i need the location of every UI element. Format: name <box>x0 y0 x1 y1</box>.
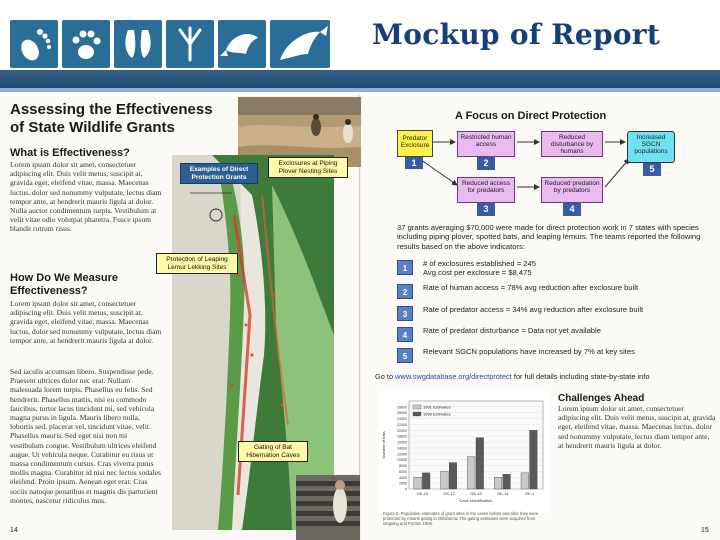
goto-prefix: Go to <box>375 372 396 381</box>
y-tick-label: 24000 <box>397 417 407 422</box>
y-axis-label: Number of bats <box>381 431 386 459</box>
flow-badge-5: 5 <box>643 163 661 176</box>
flow-badge-1: 1 <box>405 157 423 169</box>
x-tick-label: OK-10 <box>416 491 429 496</box>
chart-bar <box>449 463 457 489</box>
direct-protection-intro: 37 grants averaging $70,000 were made for direct protection work in 7 states with species including piping plover, spotted bats, and leaping lemurs. The teams reported the following results based on the above indicators: <box>397 223 701 251</box>
indicator-badge: 5 <box>397 348 413 363</box>
goto-suffix: for full details including state-by-state info <box>511 372 650 381</box>
indicator-row-2 <box>397 283 717 303</box>
chart-bar <box>521 473 529 489</box>
legend-label: 1991 Estimates <box>423 404 451 410</box>
flow-reduced-predation: Reduced predation by predators <box>541 177 603 203</box>
legend-label: 1999 Estimates <box>423 411 451 417</box>
left-page-title: Assessing the Effectiveness of State Wildlife Grants <box>10 101 213 136</box>
indicator-row-5 <box>397 347 717 367</box>
indicator-badge: 1 <box>397 260 413 275</box>
indicator-row-4 <box>397 326 717 346</box>
callout-examples: Examples of Direct Protection Grants <box>180 163 258 184</box>
footprint-icon <box>10 20 58 68</box>
callout-exclosures: Exclosures at Piping Plover Nesting Sites <box>268 157 348 178</box>
x-tick-label: OK-12 <box>443 491 455 496</box>
x-tick-label: OK-14 <box>497 491 509 496</box>
flow-reduced-access: Reduced access for predators <box>457 177 515 203</box>
y-tick-label: 14000 <box>397 446 407 451</box>
chart-bar <box>441 471 449 489</box>
right-page <box>361 95 720 540</box>
chart-bar <box>422 473 430 489</box>
measure-heading: How Do We Measure Effectiveness? <box>10 272 118 297</box>
chart-bar <box>476 438 484 489</box>
indicator-text: # of exclosures established = 245 <box>423 259 536 268</box>
indicator-text: Rate of predator access = 34% avg reduction after exclosure built <box>423 305 644 314</box>
chart-bar <box>503 474 511 489</box>
flow-badge-2: 2 <box>477 157 495 170</box>
focus-title: A Focus on Direct Protection <box>455 110 607 122</box>
x-axis-label: Cave Identification <box>459 498 493 503</box>
right-page-number: 15 <box>701 527 709 534</box>
challenges-body: Lorem ipsum dolor sit amet, consectetuer adipiscing elit. Duis velit metus, suscipit at, gravida eget, eleifend vitae, massa. Maecenas luctus, dolor sed nonummy vulputate, lectus diam tempor ante, at hendrerit mauris ligula at dolor. <box>558 404 716 450</box>
y-tick-label: 28000 <box>397 405 407 410</box>
y-tick-label: 0 <box>405 487 407 492</box>
y-tick-label: 12000 <box>397 452 407 457</box>
y-tick-label: 6000 <box>399 469 407 474</box>
flow-sgcn-populations: Increased SGCN populations <box>627 131 675 163</box>
database-link[interactable]: www.swgdatabase.org/directprotect <box>395 372 512 381</box>
chart-bar <box>414 477 422 489</box>
cave-gate-photo <box>296 475 360 540</box>
flow-badge-3: 3 <box>477 203 495 216</box>
indicator-badge: 4 <box>397 327 413 342</box>
x-tick-label: OK-13 <box>470 491 482 496</box>
y-tick-label: 10000 <box>397 458 407 463</box>
banner-stripe-accent <box>0 88 720 92</box>
y-tick-label: 8000 <box>399 464 407 469</box>
challenges-title: Challenges Ahead <box>558 393 645 404</box>
indicator-text: Rate of human access = 78% avg reduction after exclosure built <box>423 283 639 292</box>
left-page-number: 14 <box>10 527 18 534</box>
fish-jumping-icon <box>270 20 330 68</box>
y-tick-label: 20000 <box>397 428 407 433</box>
y-tick-label: 4000 <box>399 475 407 480</box>
y-tick-label: 18000 <box>397 434 407 439</box>
y-tick-label: 16000 <box>397 440 407 445</box>
fish-icon <box>218 20 266 68</box>
figure-caption: Figure 5. Population estimates of grant sites in the caves before and after they were protected by means gating in Oklahoma. The gating estimates were acquired from Ongoing and Portion 1995. <box>383 511 539 526</box>
y-tick-label: 2000 <box>399 481 407 486</box>
flow-predator-exclosure: Predator Exclosure <box>397 130 433 157</box>
goto-line <box>375 372 717 381</box>
chart-bar <box>467 457 475 489</box>
callout-lemur: Protection of Leaping Lemur Lekking Sites <box>156 253 238 274</box>
chart-svg <box>379 391 551 513</box>
report-spread <box>0 95 720 540</box>
x-tick-label: OK-1 <box>524 491 535 496</box>
hoof-icon <box>114 20 162 68</box>
legend-swatch <box>413 405 421 409</box>
indicator-badge: 3 <box>397 306 413 321</box>
legend-swatch <box>413 412 421 416</box>
left-page <box>0 95 360 540</box>
measure-body: Lorem ipsum dolor sit amet, consectetuer adipiscing elit. Duis velit metus, suscipit at, gravida eget, eleifend vitae, massa. Maecenas luctus, dolor sed nonummy vulputate, lectus diam tempor ante, at hendrerit mauris ligula at dolor. <box>10 299 162 345</box>
bird-icon <box>166 20 214 68</box>
what-body: Lorem ipsum dolor sit amet, consectetuer adipiscing elit. Duis velit metus, suscipit at, gravida eget, eleifend vitae, massa. Maecenas luctus, dolor sed nonummy vulputate, lectus diam tempor ante, at hendrerit mauris ligula at dolor. Nulla auctor condimentum turpis. Vestibulum at velit vitae odio volutpat pharetra. Fusce ipsum blandit rutrum risus. <box>10 160 162 234</box>
indicator-text-2: Avg cost per exclosure = $8,475 <box>423 268 532 277</box>
what-heading: What is Effectiveness? <box>10 147 130 159</box>
chart-bar <box>494 477 502 489</box>
indicator-row-1 <box>397 259 717 279</box>
y-tick-label: 26000 <box>397 411 407 416</box>
region-map <box>172 155 334 530</box>
report-title: Mockup of Report <box>372 18 661 51</box>
indicator-text: Relevant SGCN populations have increased by 7% at key sites <box>423 347 635 356</box>
chart-bar <box>530 430 538 489</box>
flow-restricted-access: Restricted human access <box>457 131 515 157</box>
indicator-text: Rate of predator disturbance = Data not yet available <box>423 326 601 335</box>
header-banner <box>0 0 720 92</box>
flow-badge-4: 4 <box>563 203 581 216</box>
flow-reduced-disturbance: Reduced disturbance by humans <box>541 131 603 157</box>
paw-icon <box>62 20 110 68</box>
measure-body-2: Sed iaculis accumsan libero. Suspendisse pede. Praesent ultrices dolor nec erat. Nullam malesuada lorem turpis. Phasellus eu felis. Sed hendrerit. Phasellus mattis, nisi eu commodo faucibus, tortor lacus tincidunt mi, sed vehicula magna purus in ligula. Mauris libero nulla, lobortis sed, placerat vel, tincidunt vitae, velit. Phasellus mauris. Sed eget nisi non mi vestibulum congue. Vestibulum ultrices eleifend augue. Ut vehicula neque. Curabitur eu risus ut massa condimentum cursus. Cras viverra purus mollis magna. Curabitur id nisi nec lectus sodales eleifend. Proin ipsum. Aenean eget erat. Cras sociis natoque penatibus et magnis dis parturient montes, nascetur ridiculus mus. <box>10 367 162 505</box>
y-tick-label: 22000 <box>397 422 407 427</box>
bat-population-chart <box>379 391 551 513</box>
callout-caves: Gating of Bat Hibernation Caves <box>238 441 308 462</box>
indicator-row-3 <box>397 305 717 325</box>
indicator-badge: 2 <box>397 284 413 299</box>
